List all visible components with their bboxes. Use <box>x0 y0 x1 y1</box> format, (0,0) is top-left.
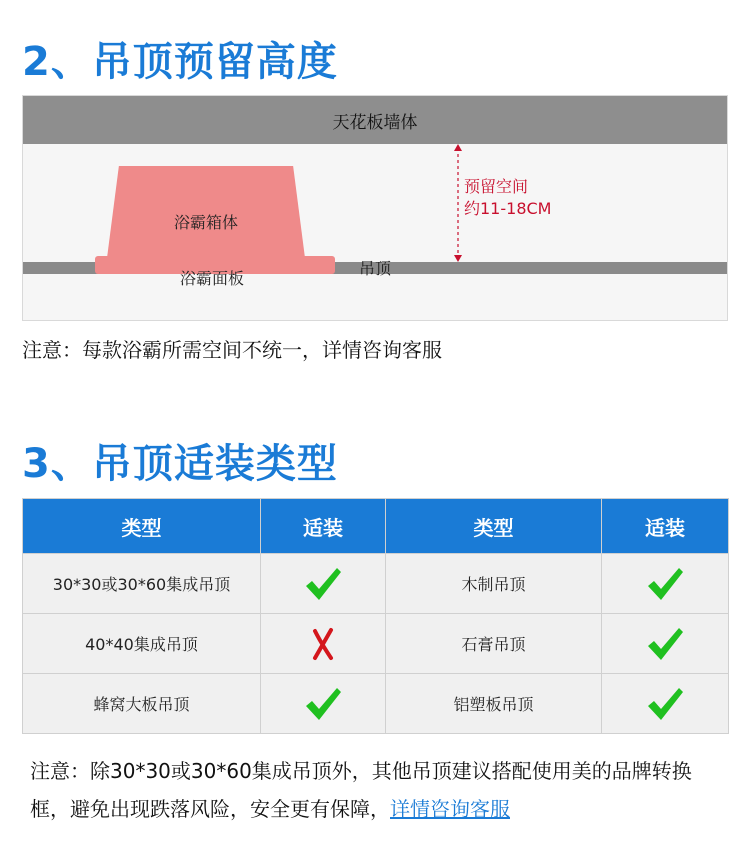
table-header-row <box>23 499 729 554</box>
ceiling-label: 吊顶 <box>359 259 392 278</box>
fit-cell <box>602 554 729 614</box>
header-fit-b: 适装 <box>602 499 729 554</box>
ceiling-wall-label: 天花板墙体 <box>332 113 418 133</box>
reserved-space-arrow-icon <box>453 144 463 262</box>
check-icon <box>304 566 342 602</box>
header-type-b: 类型 <box>386 499 602 554</box>
type-cell: 铝塑板吊顶 <box>386 674 602 734</box>
fit-cell <box>261 674 386 734</box>
fit-cell <box>602 674 729 734</box>
fit-cell <box>261 614 386 674</box>
fit-cell <box>602 614 729 674</box>
compatibility-note <box>30 752 730 828</box>
bath-heater-box-label: 浴霸箱体 <box>173 213 238 232</box>
consult-service-link[interactable]: 详情咨询客服 <box>390 797 510 821</box>
check-icon <box>646 626 684 662</box>
type-cell: 石膏吊顶 <box>386 614 602 674</box>
table-row <box>23 674 729 734</box>
table-row <box>23 614 729 674</box>
table-row <box>23 554 729 614</box>
ceiling-height-diagram <box>22 95 728 321</box>
ceiling-compatibility-table <box>22 498 729 734</box>
section-title-ceiling-height: 2、吊顶预留高度 <box>22 39 338 85</box>
type-cell: 40*40集成吊顶 <box>23 614 261 674</box>
cross-icon <box>311 627 335 661</box>
ceiling-wall <box>23 96 727 144</box>
check-icon <box>304 686 342 722</box>
reserved-space-label-line1: 预留空间 <box>464 177 529 196</box>
header-type-a: 类型 <box>23 499 261 554</box>
header-fit-a: 适装 <box>261 499 386 554</box>
compatibility-note-text: 注意：除30*30或30*60集成吊顶外，其他吊顶建议搭配使用美的品牌转换框，避免出现跌落风险，安全更有保障， <box>30 759 692 821</box>
section-title-ceiling-types: 3、吊顶适装类型 <box>22 441 338 487</box>
type-cell: 蜂窝大板吊顶 <box>23 674 261 734</box>
type-cell: 30*30或30*60集成吊顶 <box>23 554 261 614</box>
reserved-space-label-line2: 约11-18CM <box>464 199 552 218</box>
type-cell: 木制吊顶 <box>386 554 602 614</box>
check-icon <box>646 566 684 602</box>
space-note: 注意：每款浴霸所需空间不统一，详情咨询客服 <box>22 338 442 362</box>
reserved-space-label <box>464 176 551 220</box>
fit-cell <box>261 554 386 614</box>
bath-heater-panel-label: 浴霸面板 <box>179 269 244 288</box>
check-icon <box>646 686 684 722</box>
